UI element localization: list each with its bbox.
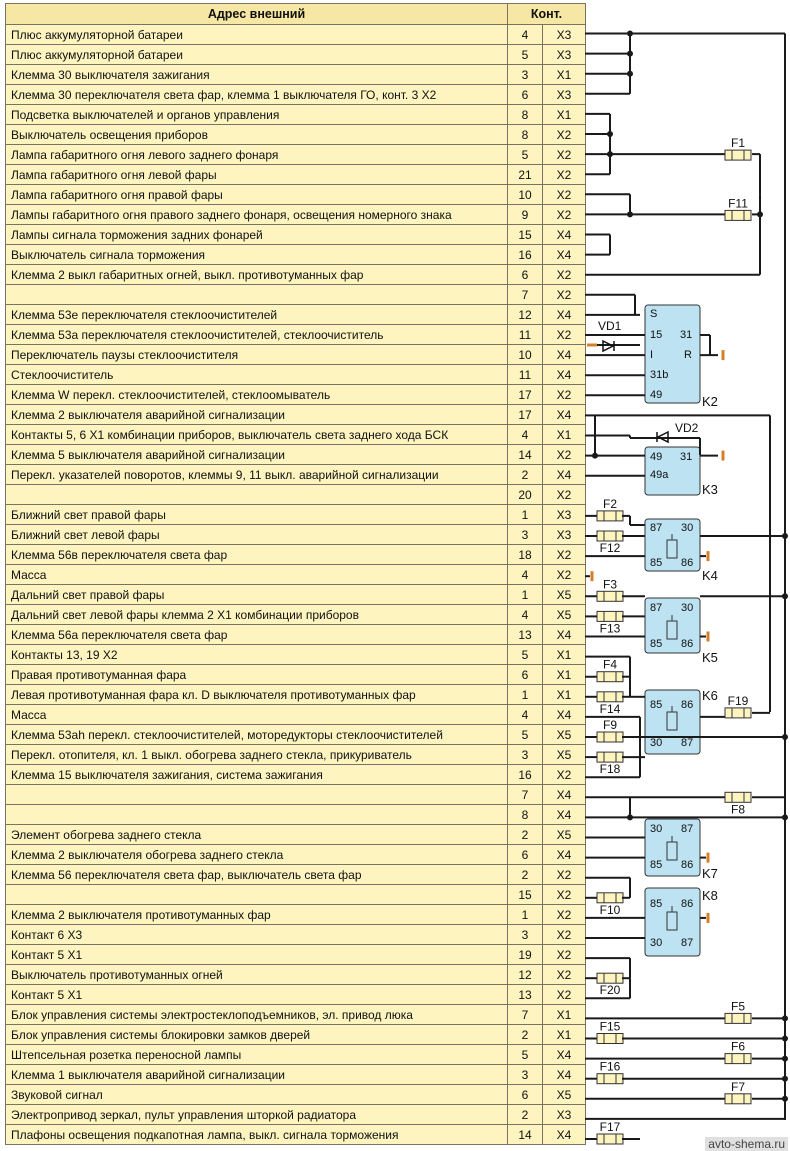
row-connector: X5 (543, 605, 586, 625)
row-address: Клемма 30 переключателя света фар, клемма 1 выключателя ГО, конт. 3 X2 (6, 85, 508, 105)
row-pin: 10 (508, 185, 543, 205)
row-connector: X4 (543, 345, 586, 365)
row-pin: 15 (508, 885, 543, 905)
fuse-label: F15 (599, 1019, 621, 1034)
row-pin: 11 (508, 365, 543, 385)
diode-label: VD1 (598, 319, 622, 333)
row-address: Плафоны освещения подкапотная лампа, выкл. сигнала торможения (6, 1125, 508, 1145)
relay-pin-label: 85 (650, 557, 663, 569)
row-address: Клемма 56а переключателя света фар (6, 625, 508, 645)
row-connector: X4 (543, 845, 586, 865)
fuse (597, 672, 623, 682)
row-connector: X3 (543, 505, 586, 525)
fuse-label: F13 (599, 621, 621, 636)
row-address: Штепсельная розетка переносной лампы (6, 1045, 508, 1065)
row-connector: X2 (543, 545, 586, 565)
row-pin: 9 (508, 205, 543, 225)
fuse (597, 893, 623, 903)
row-pin: 4 (508, 605, 543, 625)
terminal (707, 853, 710, 863)
row-connector: X2 (543, 765, 586, 785)
row-pin: 16 (508, 245, 543, 265)
row-pin: 7 (508, 285, 543, 305)
junction-dot (782, 734, 788, 740)
row-connector: X4 (543, 305, 586, 325)
fuse (597, 531, 623, 541)
row-pin: 21 (508, 165, 543, 185)
terminal (707, 551, 710, 561)
row-address: Лампа габаритного огня левого заднего фонаря (6, 145, 508, 165)
row-connector: X1 (543, 425, 586, 445)
fuse-label: F16 (599, 1059, 621, 1074)
row-connector: X2 (543, 165, 586, 185)
fuse (597, 1034, 623, 1044)
row-address: Лампа габаритного огня правой фары (6, 185, 508, 205)
row-connector: X2 (543, 185, 586, 205)
row-pin: 5 (508, 645, 543, 665)
junction-dot (782, 533, 788, 539)
relay-name: K8 (702, 888, 718, 903)
fuse-label: F18 (599, 762, 621, 777)
row-connector: X5 (543, 585, 586, 605)
row-connector: X4 (543, 1065, 586, 1085)
relay-pin-label: 87 (681, 937, 694, 949)
terminal (722, 451, 725, 461)
row-connector: X4 (543, 1125, 586, 1145)
junction-dot (782, 1015, 788, 1021)
row-address: Клемма 15 выключателя зажигания, система зажигания (6, 765, 508, 785)
fuse (597, 752, 623, 762)
row-address: Лампы сигнала торможения задних фонарей (6, 225, 508, 245)
row-connector: X4 (543, 365, 586, 385)
row-pin: 4 (508, 565, 543, 585)
row-pin: 3 (508, 925, 543, 945)
row-pin: 13 (508, 625, 543, 645)
fuse-label: F6 (730, 1039, 746, 1054)
junction-dot (782, 1036, 788, 1042)
fuse (725, 150, 751, 160)
watermark: avto-shema.ru (705, 1137, 788, 1151)
fuse (597, 692, 623, 702)
row-pin: 3 (508, 65, 543, 85)
row-connector: X2 (543, 285, 586, 305)
relay-pin-label: 30 (681, 602, 694, 614)
row-pin: 8 (508, 125, 543, 145)
relay-pin-label: 15 (650, 329, 663, 341)
row-address: Клемма 53е переключателя стеклоочистителей (6, 305, 508, 325)
fuse (725, 210, 751, 220)
row-connector: X1 (543, 1005, 586, 1025)
row-address: Клемма 53а переключателя стеклоочистителей, стеклоочиститель (6, 325, 508, 345)
row-address: Клемма 2 выкл габаритных огней, выкл. противотуманных фар (6, 265, 508, 285)
relay-pin-label: 31 (680, 329, 693, 341)
row-pin: 16 (508, 765, 543, 785)
row-address: Переключатель паузы стеклоочистителя (6, 345, 508, 365)
row-address: Элемент обогрева заднего стекла (6, 825, 508, 845)
relay-pin-label: 31 (680, 451, 693, 463)
row-connector: X3 (543, 1105, 586, 1125)
row-pin: 5 (508, 145, 543, 165)
row-pin: 14 (508, 1125, 543, 1145)
row-pin: 1 (508, 685, 543, 705)
relay-pin-label: I (650, 349, 654, 361)
row-connector: X2 (543, 265, 586, 285)
row-address: Электропривод зеркал, пульт управления шторкой радиатора (6, 1105, 508, 1125)
relay-pin-label: 49 (650, 451, 663, 463)
row-pin: 1 (508, 905, 543, 925)
row-connector: X2 (543, 945, 586, 965)
relay-pin-label: 49a (650, 469, 669, 481)
row-address: Плюс аккумуляторной батареи (6, 45, 508, 65)
row-address: Масса (6, 705, 508, 725)
relay-pin-label: 30 (650, 823, 663, 835)
row-connector: X1 (543, 685, 586, 705)
junction-dot (607, 131, 613, 137)
row-pin: 4 (508, 425, 543, 445)
relay-pin-label: 85 (650, 699, 663, 711)
row-pin: 17 (508, 405, 543, 425)
relay-pin-label: 86 (681, 638, 694, 650)
row-address: Клемма W перекл. стеклоочистителей, стеклоомыватель (6, 385, 508, 405)
row-address: Клемма 30 выключателя зажигания (6, 65, 508, 85)
relay-name: K6 (702, 688, 718, 703)
relay-pin-label: R (684, 349, 692, 361)
row-connector: X2 (543, 925, 586, 945)
row-connector: X2 (543, 885, 586, 905)
fuse-label: F5 (730, 999, 746, 1014)
fuse (597, 1134, 623, 1144)
row-address: Перекл. указателей поворотов, клеммы 9, 11 выкл. аварийной сигнализации (6, 465, 508, 485)
row-address: Клемма 1 выключателя аварийной сигнализации (6, 1065, 508, 1085)
row-address: Ближний свет левой фары (6, 525, 508, 545)
row-address: Клемма 56 переключателя света фар, выключатель света фар (6, 865, 508, 885)
row-pin: 20 (508, 485, 543, 505)
row-connector: X2 (543, 445, 586, 465)
fuse-label: F19 (727, 693, 749, 708)
fuse-label: F3 (602, 577, 618, 592)
row-pin: 5 (508, 45, 543, 65)
relay-pin-label: 86 (681, 699, 694, 711)
row-address: Стеклоочиститель (6, 365, 508, 385)
fuse-label: F7 (730, 1079, 746, 1094)
fuse-label: F12 (599, 541, 621, 555)
relay-pin-label: S (650, 308, 658, 320)
relay-pin-label: 87 (650, 602, 663, 614)
row-connector: X3 (543, 85, 586, 105)
row-pin: 2 (508, 1025, 543, 1045)
relay-pin-label: 87 (681, 737, 694, 749)
fuse-label: F14 (599, 701, 621, 716)
row-pin: 6 (508, 85, 543, 105)
row-pin: 3 (508, 1065, 543, 1085)
row-address: Подсветка выключателей и органов управления (6, 105, 508, 125)
relay-pin-label: 30 (650, 737, 663, 749)
row-connector: X4 (543, 1045, 586, 1065)
row-connector: X4 (543, 785, 586, 805)
row-pin: 4 (508, 705, 543, 725)
junction-dot (782, 593, 788, 599)
junction-dot (782, 1076, 788, 1082)
terminal (587, 344, 597, 347)
row-pin: 17 (508, 385, 543, 405)
row-pin: 6 (508, 265, 543, 285)
row-pin: 1 (508, 585, 543, 605)
row-address: Дальний свет левой фары клемма 2 X1 комбинации приборов (6, 605, 508, 625)
row-pin: 2 (508, 1105, 543, 1125)
relay-name: K3 (702, 482, 718, 497)
relay-pin-label: 85 (650, 859, 663, 871)
row-pin: 5 (508, 1045, 543, 1065)
row-connector: X2 (543, 145, 586, 165)
fuse-label: F9 (602, 718, 618, 732)
row-address: Левая противотуманная фара кл. D выключателя противотуманных фар (6, 685, 508, 705)
row-pin: 12 (508, 965, 543, 985)
fuse-label: F8 (730, 802, 746, 817)
row-address: Клемма 53ah перекл. стеклоочистителей, моторедукторы стеклоочистителей (6, 725, 508, 745)
row-pin: 7 (508, 785, 543, 805)
fuse (725, 1054, 751, 1064)
row-connector: X2 (543, 865, 586, 885)
row-connector: X3 (543, 525, 586, 545)
row-pin: 6 (508, 845, 543, 865)
row-address: Контакты 5, 6 X1 комбинации приборов, выключатель света заднего хода БСК (6, 425, 508, 445)
row-connector: X5 (543, 725, 586, 745)
fuse (725, 1094, 751, 1104)
fuse-label: F10 (599, 902, 621, 917)
relay-pin-label: 86 (681, 898, 694, 910)
row-pin: 3 (508, 525, 543, 545)
row-connector: X4 (543, 465, 586, 485)
fuse (725, 708, 751, 718)
row-address: Лампа габаритного огня левой фары (6, 165, 508, 185)
relay-pin-label: 86 (681, 557, 694, 569)
row-connector: X2 (543, 565, 586, 585)
row-connector: X1 (543, 105, 586, 125)
row-connector: X3 (543, 25, 586, 45)
row-pin: 18 (508, 545, 543, 565)
relay-name: K4 (702, 568, 718, 583)
row-pin: 10 (508, 345, 543, 365)
row-address: Контакт 6 X3 (6, 925, 508, 945)
row-address: Выключатель сигнала торможения (6, 245, 508, 265)
fuse (597, 732, 623, 742)
row-address: Клемма 2 выключателя обогрева заднего стекла (6, 845, 508, 865)
row-address: Ближний свет правой фары (6, 505, 508, 525)
row-connector: X2 (543, 325, 586, 345)
fuse-label: F17 (599, 1120, 621, 1134)
row-address: Выключатель противотуманных огней (6, 965, 508, 985)
row-pin: 13 (508, 985, 543, 1005)
row-connector: X3 (543, 45, 586, 65)
row-pin: 4 (508, 25, 543, 45)
fuse-label: F1 (730, 136, 746, 151)
relay-pin-label: 87 (681, 823, 694, 835)
relay-pin-label: 86 (681, 859, 694, 871)
junction-dot (627, 814, 633, 820)
fuse-label: F2 (602, 496, 618, 511)
terminal (591, 571, 594, 581)
row-pin: 7 (508, 1005, 543, 1025)
fuse-label: F4 (602, 657, 618, 672)
row-connector: X4 (543, 405, 586, 425)
row-connector: X4 (543, 805, 586, 825)
row-address: Контакты 13, 19 X2 (6, 645, 508, 665)
fuse (597, 591, 623, 601)
row-pin: 6 (508, 665, 543, 685)
row-connector: X5 (543, 825, 586, 845)
row-pin: 2 (508, 825, 543, 845)
row-connector: X2 (543, 385, 586, 405)
fuse (725, 1013, 751, 1023)
row-connector: X2 (543, 905, 586, 925)
row-address: Клемма 56в переключателя света фар (6, 545, 508, 565)
row-pin: 5 (508, 725, 543, 745)
row-address: Лампы габаритного огня правого заднего фонаря, освещения номерного знака (6, 205, 508, 225)
row-pin: 8 (508, 105, 543, 125)
row-address: Блок управления системы блокировки замков дверей (6, 1025, 508, 1045)
row-connector: X2 (543, 205, 586, 225)
contact-column-header: Конт. (508, 4, 586, 25)
terminal (707, 913, 710, 923)
row-pin: 15 (508, 225, 543, 245)
row-pin: 6 (508, 1085, 543, 1105)
row-connector: X5 (543, 1085, 586, 1105)
fuse-label: F11 (728, 196, 748, 211)
row-connector: X2 (543, 965, 586, 985)
relay-pin-label: 30 (681, 522, 694, 534)
row-connector: X1 (543, 65, 586, 85)
row-address: Дальний свет правой фары (6, 585, 508, 605)
relay-pin-label: 30 (650, 937, 663, 949)
row-address: Перекл. отопителя, кл. 1 выкл. обогрева заднего стекла, прикуриватель (6, 745, 508, 765)
row-address: Выключатель освещения приборов (6, 125, 508, 145)
row-connector: X5 (543, 745, 586, 765)
row-address: Клемма 2 выключателя противотуманных фар (6, 905, 508, 925)
relay-pin-label: 87 (650, 522, 663, 534)
relay-name: K2 (702, 394, 718, 409)
fuse (597, 1074, 623, 1084)
row-pin: 2 (508, 865, 543, 885)
row-connector: X4 (543, 705, 586, 725)
fuse (597, 973, 623, 983)
row-connector: X4 (543, 625, 586, 645)
row-connector: X4 (543, 245, 586, 265)
row-address: Правая противотуманная фара (6, 665, 508, 685)
relay-pin-label: 49 (650, 389, 663, 401)
row-pin: 8 (508, 805, 543, 825)
fuse (597, 611, 623, 621)
row-address: Звуковой сигнал (6, 1085, 508, 1105)
row-address: Контакт 5 X1 (6, 945, 508, 965)
fuse (597, 511, 623, 521)
diode-label: VD2 (675, 421, 699, 435)
row-address: Блок управления системы электростеклоподъемников, эл. привод люка (6, 1005, 508, 1025)
relay-pin-label: 85 (650, 638, 663, 650)
address-column-header: Адрес внешний (6, 4, 508, 25)
row-connector: X1 (543, 645, 586, 665)
fuse-label: F20 (599, 983, 621, 998)
row-address: Плюс аккумуляторной батареи (6, 25, 508, 45)
relay-name: K7 (702, 866, 718, 881)
row-pin: 11 (508, 325, 543, 345)
row-pin: 1 (508, 505, 543, 525)
junction-dot (782, 1056, 788, 1062)
row-pin: 2 (508, 465, 543, 485)
row-connector: X2 (543, 125, 586, 145)
row-connector: X2 (543, 985, 586, 1005)
row-connector: X1 (543, 1025, 586, 1045)
row-address: Контакт 5 X1 (6, 985, 508, 1005)
relay-pin-label: 31b (650, 369, 669, 381)
row-connector: X2 (543, 485, 586, 505)
row-address: Масса (6, 565, 508, 585)
relay-pin-label: 85 (650, 898, 663, 910)
junction-dot (782, 814, 788, 820)
junction-dot (782, 1096, 788, 1102)
relay-name: K5 (702, 650, 718, 665)
terminal (722, 350, 725, 360)
row-connector: X1 (543, 665, 586, 685)
row-connector: X4 (543, 225, 586, 245)
row-pin: 14 (508, 445, 543, 465)
row-pin: 3 (508, 745, 543, 765)
row-address: Клемма 2 выключателя аварийной сигнализации (6, 405, 508, 425)
junction-dot (627, 31, 633, 37)
fuse (725, 792, 751, 802)
row-pin: 19 (508, 945, 543, 965)
terminal (707, 632, 710, 642)
row-pin: 12 (508, 305, 543, 325)
row-address: Клемма 5 выключателя аварийной сигнализации (6, 445, 508, 465)
